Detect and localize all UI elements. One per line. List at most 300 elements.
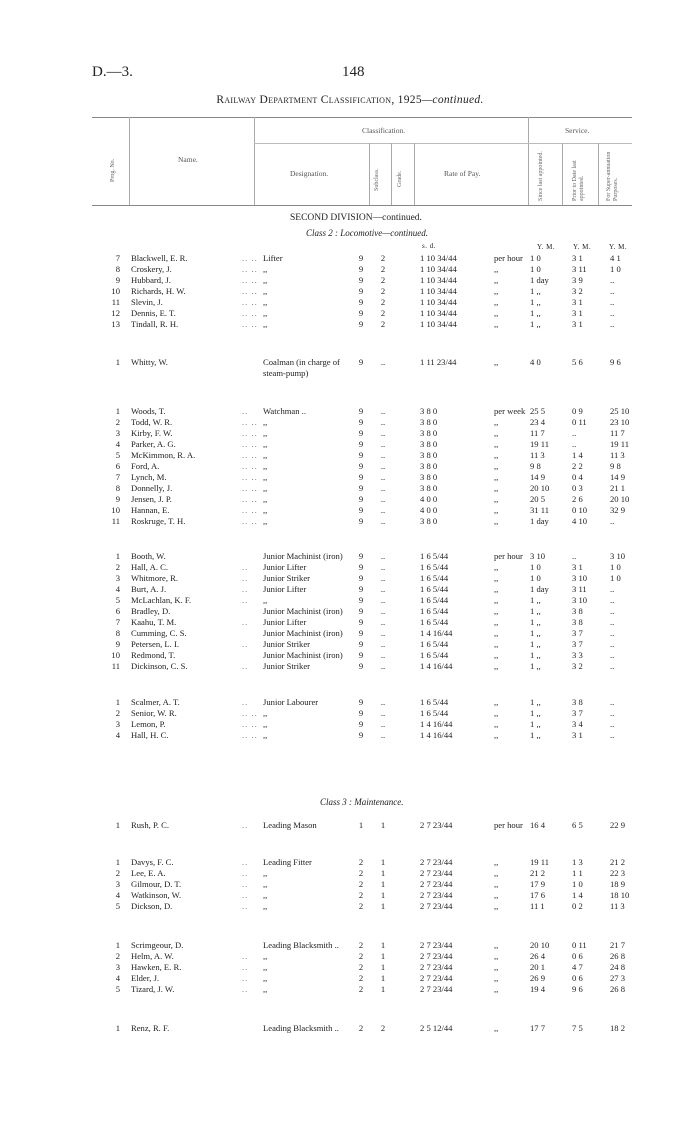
cell-s3: 21 2 (610, 857, 626, 867)
table-row (0, 417, 700, 428)
cell-s2: 4 7 (572, 962, 583, 972)
cell-dots: .. (242, 584, 249, 594)
cell-rate: 2 7 23/44 (420, 901, 453, 911)
header-service-since: Since last appointed. (538, 151, 544, 201)
cell-name: Hall, A. C. (131, 562, 169, 572)
cell-gr: .. (380, 617, 386, 627)
cell-sub: 9 (358, 297, 364, 307)
cell-s1: 1 day (530, 516, 549, 526)
cell-no: 6 (115, 461, 120, 471)
cell-name: Lee, E. A. (131, 868, 166, 878)
cell-des: ,, (263, 439, 268, 449)
cell-name: Donnelly, J. (131, 483, 173, 493)
cell-sub: 2 (358, 951, 364, 961)
cell-dots: .. (242, 879, 249, 889)
cell-no: 1 (115, 940, 120, 950)
cell-des: ,, (263, 890, 268, 900)
cell-sub: 9 (358, 551, 364, 561)
cell-name: Parker, A. G. (131, 439, 176, 449)
cell-des: Leading Blacksmith .. (263, 1023, 339, 1033)
cell-no: 11 (111, 661, 120, 671)
cell-rate: 1 6 5/44 (420, 617, 449, 627)
cell-sub: 9 (358, 275, 364, 285)
cell-des: Lifter (263, 253, 283, 263)
cell-name: Tindall, R. H. (131, 319, 179, 329)
cell-s2: 0 9 (572, 406, 583, 416)
cell-s1: 17 7 (530, 1023, 546, 1033)
cell-s2: 1 4 (572, 890, 583, 900)
cell-rate: 3 8 0 (420, 516, 438, 526)
cell-no: 10 (111, 505, 120, 515)
cell-dots: .. (242, 595, 249, 605)
cell-sub: 9 (358, 308, 364, 318)
cell-s2: 3 3 (572, 650, 583, 660)
table-row (0, 428, 700, 439)
cell-s2: 3 10 (572, 573, 588, 583)
cell-s3: 21 1 (610, 483, 626, 493)
cell-s2: 3 7 (572, 708, 583, 718)
table-row (0, 584, 700, 595)
cell-rate: 3 8 0 (420, 439, 438, 449)
cell-no: 1 (115, 857, 120, 867)
cell-s1: 1 ,, (530, 639, 541, 649)
table-row (0, 820, 700, 831)
cell-rate: 1 10 34/44 (420, 286, 457, 296)
header-rate-of-pay: Rate of Pay. (444, 169, 481, 178)
cell-rate: 1 4 16/44 (420, 628, 453, 638)
cell-des: ,, (263, 450, 268, 460)
cell-sub: 2 (358, 940, 364, 950)
cell-no: 9 (115, 639, 120, 649)
cell-gr: 2 (380, 1023, 386, 1033)
cell-rate: 1 6 5/44 (420, 639, 449, 649)
header-service-prior: Prior to Date last appointed. (572, 160, 585, 201)
title-text: Railway Department Classification, 1925 (216, 94, 422, 106)
cell-des: ,, (263, 286, 268, 296)
cell-rate: 2 7 23/44 (420, 962, 453, 972)
cell-per: ,, (494, 606, 499, 616)
cell-sub: 2 (358, 879, 364, 889)
cell-s3: 26 8 (610, 951, 626, 961)
cell-s1: 1 ,, (530, 617, 541, 627)
cell-rate: 2 7 23/44 (420, 890, 453, 900)
cell-name: Blackwell, E. R. (131, 253, 188, 263)
cell-per: ,, (494, 650, 499, 660)
cell-sub: 9 (358, 650, 364, 660)
cell-s3: 1 0 (610, 264, 621, 274)
cell-name: Lynch, M. (131, 472, 167, 482)
cell-s1: 1 ,, (530, 319, 541, 329)
page-number: 148 (342, 64, 365, 80)
cell-no: 8 (115, 264, 120, 274)
cell-no: 2 (115, 868, 120, 878)
cell-sub: 2 (358, 1023, 364, 1033)
cell-gr: 2 (380, 297, 386, 307)
cell-gr: 1 (380, 820, 386, 830)
cell-s2: 3 7 (572, 639, 583, 649)
cell-s3: .. (610, 516, 615, 526)
cell-no: 6 (115, 606, 120, 616)
table-row (0, 719, 700, 730)
table-row (0, 286, 700, 297)
cell-s1: 19 11 (530, 439, 550, 449)
cell-des: ,, (263, 319, 268, 329)
cell-s1: 1 0 (530, 264, 541, 274)
cell-des: steam-pump) (263, 368, 309, 378)
cell-gr: 1 (380, 890, 386, 900)
cell-rate: 3 8 0 (420, 406, 438, 416)
cell-gr: .. (380, 406, 386, 416)
cell-per: ,, (494, 472, 499, 482)
cell-name: Rush, P. C. (131, 820, 169, 830)
cell-des: ,, (263, 264, 268, 274)
cell-s2: 3 1 (572, 730, 583, 740)
unit-years-months-3: Y. M. (609, 243, 628, 251)
cell-per: ,, (494, 1023, 499, 1033)
cell-sub: 9 (358, 562, 364, 572)
cell-no: 1 (115, 697, 120, 707)
cell-name: Hannan, E. (131, 505, 170, 515)
cell-des: ,, (263, 901, 268, 911)
cell-dots: .. (242, 857, 249, 867)
cell-name: Renz, R. F. (131, 1023, 170, 1033)
cell-s1: 11 7 (530, 428, 545, 438)
cell-s3: 21 7 (610, 940, 626, 950)
cell-s3: .. (610, 606, 615, 616)
cell-per: per hour (494, 820, 523, 830)
cell-sub: 2 (358, 890, 364, 900)
cell-name: Lemon, P. (131, 719, 166, 729)
cell-gr: 2 (380, 253, 386, 263)
cell-s3: 22 3 (610, 868, 626, 878)
cell-name: Davys, F. C. (131, 857, 174, 867)
cell-per: ,, (494, 857, 499, 867)
cell-dots: .. .. (242, 308, 258, 318)
cell-no: 11 (111, 297, 120, 307)
cell-gr: 1 (380, 901, 386, 911)
cell-des: ,, (263, 595, 268, 605)
cell-s2: 7 5 (572, 1023, 583, 1033)
table-row (0, 516, 700, 527)
cell-s3: .. (610, 639, 615, 649)
cell-des: ,, (263, 461, 268, 471)
cell-s3: 23 10 (610, 417, 630, 427)
cell-sub: 9 (358, 483, 364, 493)
cell-per: ,, (494, 297, 499, 307)
cell-sub: 9 (358, 708, 364, 718)
cell-per: ,, (494, 417, 499, 427)
cell-per: per hour (494, 253, 523, 263)
cell-des: ,, (263, 494, 268, 504)
cell-no: 3 (115, 962, 120, 972)
cell-des: ,, (263, 962, 268, 972)
cell-name: Senior, W. R. (131, 708, 177, 718)
cell-s3: .. (610, 617, 615, 627)
cell-dots: .. (242, 617, 249, 627)
cell-dots: .. (242, 573, 249, 583)
cell-rate: 1 6 5/44 (420, 606, 449, 616)
cell-no: 11 (111, 516, 120, 526)
cell-gr: .. (380, 439, 386, 449)
cell-no: 1 (115, 820, 120, 830)
cell-s1: 19 4 (530, 984, 546, 994)
cell-rate: 3 8 0 (420, 472, 438, 482)
cell-s1: 1 ,, (530, 708, 541, 718)
cell-no: 10 (111, 650, 120, 660)
cell-name: Todd, W. R. (131, 417, 173, 427)
cell-s2: 3 8 (572, 697, 583, 707)
cell-dots: .. .. (242, 319, 258, 329)
cell-no: 1 (115, 1023, 120, 1033)
cell-gr: 1 (380, 984, 386, 994)
table-row (0, 628, 700, 639)
cell-no: 4 (115, 973, 120, 983)
cell-no: 10 (111, 286, 120, 296)
cell-sub: 9 (358, 639, 364, 649)
cell-des: ,, (263, 951, 268, 961)
cell-des: ,, (263, 984, 268, 994)
cell-s2: 1 3 (572, 857, 583, 867)
cell-s2: 3 1 (572, 297, 583, 307)
division-heading (290, 213, 422, 223)
cell-des: ,, (263, 483, 268, 493)
cell-des: Leading Fitter (263, 857, 312, 867)
cell-no: 7 (115, 472, 120, 482)
cell-des: Coalman (in charge of (263, 357, 340, 367)
cell-rate: 1 6 5/44 (420, 551, 449, 561)
cell-gr: 1 (380, 940, 386, 950)
cell-name: Dickinson, C. S. (131, 661, 188, 671)
cell-gr: .. (380, 516, 386, 526)
cell-s3: 20 10 (610, 494, 630, 504)
cell-dots: .. (242, 868, 249, 878)
cell-name: Cumming, C. S. (131, 628, 187, 638)
cell-gr: 2 (380, 264, 386, 274)
cell-gr: .. (380, 450, 386, 460)
table-row (0, 1023, 700, 1034)
table-row (0, 461, 700, 472)
table-row (0, 562, 700, 573)
cell-no: 3 (115, 428, 120, 438)
cell-name: Scrimgeour, D. (131, 940, 184, 950)
cell-name: Roskruge, T. H. (131, 516, 186, 526)
cell-per: ,, (494, 439, 499, 449)
cell-s2: .. (572, 439, 577, 449)
cell-gr: 1 (380, 962, 386, 972)
cell-per: ,, (494, 901, 499, 911)
cell-sub: 9 (358, 472, 364, 482)
cell-dots: .. .. (242, 428, 258, 438)
document-reference: D.—3. (92, 64, 133, 80)
cell-no: 4 (115, 439, 120, 449)
cell-dots: .. (242, 973, 249, 983)
cell-no: 2 (115, 417, 120, 427)
cell-s2: 3 2 (572, 286, 583, 296)
cell-s3: .. (610, 697, 615, 707)
cell-gr: .. (380, 494, 386, 504)
cell-s2: 5 6 (572, 357, 583, 367)
cell-per: ,, (494, 879, 499, 889)
cell-rate: 1 6 5/44 (420, 650, 449, 660)
cell-rate: 3 8 0 (420, 428, 438, 438)
cell-s1: 9 8 (530, 461, 541, 471)
cell-s2: 0 6 (572, 951, 583, 961)
cell-no: 5 (115, 595, 120, 605)
cell-name: Elder, J. (131, 973, 160, 983)
cell-sub: 9 (358, 595, 364, 605)
cell-s3: .. (610, 286, 615, 296)
cell-s3: 3 10 (610, 551, 626, 561)
cell-rate: 1 10 34/44 (420, 275, 457, 285)
cell-name: Woods, T. (131, 406, 166, 416)
cell-sub: 9 (358, 450, 364, 460)
cell-s1: 1 0 (530, 573, 541, 583)
cell-gr: .. (380, 357, 386, 367)
cell-rate: 1 11 23/44 (420, 357, 457, 367)
unit-years-months-2: Y. M. (573, 243, 592, 251)
cell-per: ,, (494, 617, 499, 627)
cell-s3: 22 9 (610, 820, 626, 830)
cell-des: Junior Machinist (iron) (263, 551, 343, 561)
header-classification: Classification. (362, 126, 406, 135)
cell-no: 1 (115, 551, 120, 561)
cell-dots: .. (242, 962, 249, 972)
cell-s3: .. (610, 708, 615, 718)
table-row (0, 639, 700, 650)
cell-sub: 9 (358, 417, 364, 427)
cell-des: Junior Striker (263, 639, 311, 649)
table-row (0, 494, 700, 505)
cell-dots: .. .. (242, 275, 258, 285)
cell-sub: 9 (358, 628, 364, 638)
cell-sub: 9 (358, 584, 364, 594)
header-prog-no: Prog. No. (110, 158, 116, 182)
cell-gr: 2 (380, 308, 386, 318)
cell-s3: .. (610, 595, 615, 605)
page-title (0, 94, 700, 106)
table-row (0, 661, 700, 672)
cell-per: per week (494, 406, 526, 416)
cell-per: ,, (494, 984, 499, 994)
cell-name: Redmond, T. (131, 650, 176, 660)
cell-s1: 21 2 (530, 868, 546, 878)
cell-s3: 1 0 (610, 562, 621, 572)
cell-s1: 20 10 (530, 483, 550, 493)
cell-sub: 9 (358, 428, 364, 438)
cell-s1: 26 4 (530, 951, 546, 961)
cell-s3: .. (610, 297, 615, 307)
title-suffix: —continued. (421, 94, 484, 106)
table-row (0, 984, 700, 995)
cell-rate: 2 7 23/44 (420, 940, 453, 950)
cell-no: 13 (111, 319, 120, 329)
cell-s2: 3 1 (572, 562, 583, 572)
cell-dots: .. .. (242, 264, 258, 274)
cell-no: 2 (115, 708, 120, 718)
cell-name: Kirby, F. W. (131, 428, 173, 438)
cell-s1: 26 9 (530, 973, 546, 983)
cell-dots: .. (242, 639, 249, 649)
cell-dots: .. .. (242, 494, 258, 504)
cell-per: ,, (494, 428, 499, 438)
cell-s3: 9 6 (610, 357, 621, 367)
cell-s3: .. (610, 650, 615, 660)
cell-sub: 9 (358, 617, 364, 627)
cell-s3: 25 10 (610, 406, 630, 416)
cell-s2: 0 11 (572, 417, 587, 427)
table-row (0, 730, 700, 741)
cell-sub: 9 (358, 719, 364, 729)
cell-s1: 3 10 (530, 551, 546, 561)
cell-per: ,, (494, 308, 499, 318)
cell-name: Jensen, J. P. (131, 494, 172, 504)
cell-rate: 1 6 5/44 (420, 697, 449, 707)
table-row (0, 617, 700, 628)
cell-name: Burt, A. J. (131, 584, 167, 594)
cell-des: Junior Striker (263, 573, 311, 583)
cell-per: ,, (494, 940, 499, 950)
cell-rate: 2 7 23/44 (420, 984, 453, 994)
cell-dots: .. .. (242, 719, 258, 729)
cell-s3: 9 8 (610, 461, 621, 471)
cell-per: ,, (494, 708, 499, 718)
cell-des: Junior Lifter (263, 562, 307, 572)
cell-sub: 9 (358, 439, 364, 449)
cell-s1: 23 4 (530, 417, 546, 427)
cell-s2: 0 3 (572, 483, 583, 493)
table-row (0, 595, 700, 606)
cell-s3: .. (610, 719, 615, 729)
cell-rate: 2 7 23/44 (420, 951, 453, 961)
cell-s3: 11 3 (610, 901, 625, 911)
cell-des: Leading Mason (263, 820, 317, 830)
cell-name: Ford, A. (131, 461, 160, 471)
table-row (0, 319, 700, 330)
cell-s3: .. (610, 730, 615, 740)
cell-per: ,, (494, 584, 499, 594)
cell-per: ,, (494, 461, 499, 471)
cell-dots: .. .. (242, 730, 258, 740)
cell-rate: 1 4 16/44 (420, 719, 453, 729)
cell-rate: 2 7 23/44 (420, 868, 453, 878)
cell-s1: 1 ,, (530, 628, 541, 638)
cell-sub: 9 (358, 264, 364, 274)
table-row (0, 275, 700, 286)
cell-s3: 4 1 (610, 253, 621, 263)
cell-s1: 17 9 (530, 879, 546, 889)
cell-gr: 2 (380, 275, 386, 285)
cell-name: Kaahu, T. M. (131, 617, 177, 627)
cell-per: ,, (494, 573, 499, 583)
cell-s1: 20 1 (530, 962, 546, 972)
cell-s1: 1 ,, (530, 650, 541, 660)
cell-dots: .. (242, 406, 249, 416)
table-row (0, 868, 700, 879)
cell-sub: 9 (358, 494, 364, 504)
cell-s2: 3 7 (572, 628, 583, 638)
cell-sub: 9 (358, 573, 364, 583)
cell-s3: 18 9 (610, 879, 626, 889)
cell-gr: .. (380, 483, 386, 493)
cell-s1: 25 5 (530, 406, 546, 416)
table-row (0, 940, 700, 951)
cell-gr: .. (380, 628, 386, 638)
cell-no: 1 (115, 406, 120, 416)
cell-des: Watchman .. (263, 406, 306, 416)
cell-s3: 18 2 (610, 1023, 626, 1033)
cell-s3: .. (610, 319, 615, 329)
cell-s2: 4 10 (572, 516, 588, 526)
